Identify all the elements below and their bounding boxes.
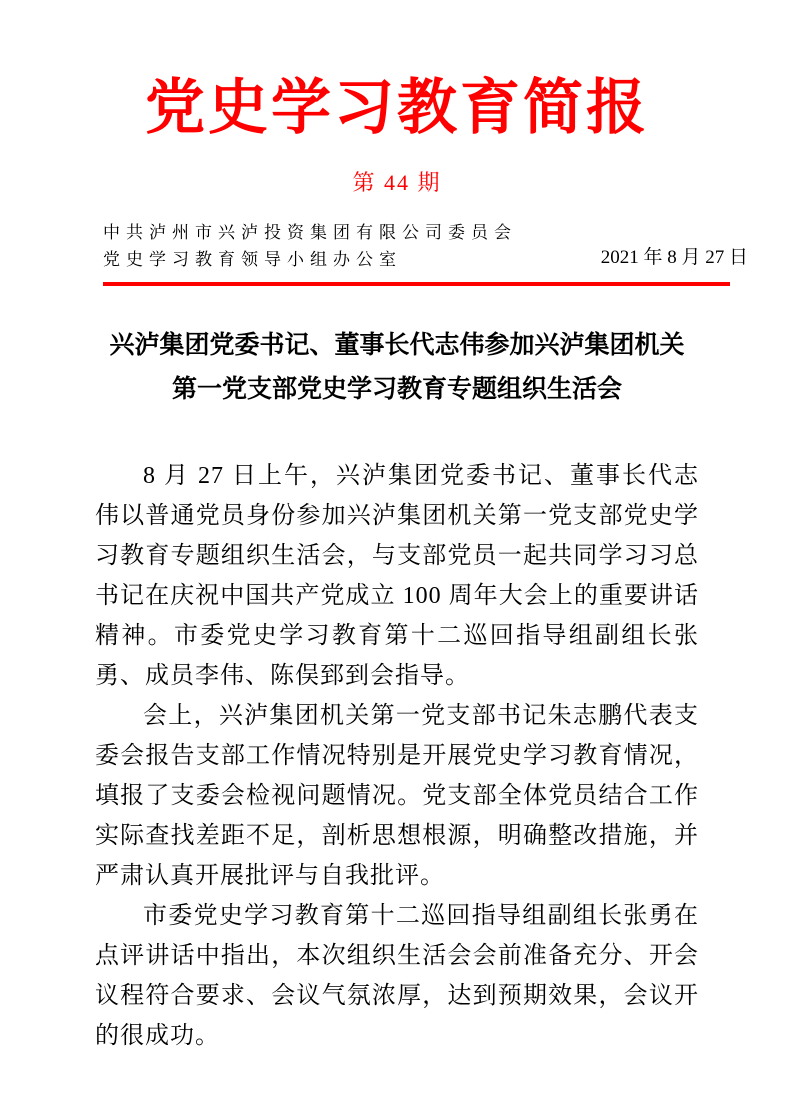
body-paragraph: 会上，兴泸集团机关第一党支部书记朱志鹏代表支委会报告支部工作情况特别是开展党史学习教育情况，填报了支委会检视问题情况。党支部全体党员结合工作实际查找差距不足，剖析思想根源，明确整改措施，并严肃认真开展批评与自我批评。 <box>95 703 699 889</box>
issue-number: 第 44 期 <box>352 170 442 195</box>
masthead-meta-row <box>103 219 770 273</box>
bulletin-title: 党史学习教育简报 <box>145 75 649 141</box>
article-heading-line-1: 兴泸集团党委书记、董事长代志伟参加兴泸集团机关 <box>109 332 685 359</box>
article-heading-line-2: 第一党支部党史学习教育专题组织生活会 <box>171 376 622 403</box>
body-paragraph: 市委党史学习教育第十二巡回指导组副组长张勇在点评讲话中指出，本次组织生活会会前准备充分、开会议程符合要求、会议气氛浓厚，达到预期效果，会议开的很成功。 <box>95 903 699 1049</box>
issue-date: 2021 年 8 月 27 日 <box>600 247 748 268</box>
body-paragraph: 8 月 27 日上午，兴泸集团党委书记、董事长代志伟以普通党员身份参加兴泸集团机关第一党支部党史学习教育专题组织生活会，与支部党员一起共同学习习总书记在庆祝中国共产党成立 100 周年大会上的重要讲话精神。市委党史学习教育第十二巡回指导组副组长张勇、成员李伟、陈俣郅到会指导。 <box>95 463 699 689</box>
red-divider-rule <box>103 282 730 286</box>
issuer-block <box>103 219 517 273</box>
issuer-line-2: 党史学习教育领导小组办公室 <box>103 250 402 269</box>
article-body <box>95 456 699 1056</box>
article-heading <box>0 324 794 412</box>
issuer-line-1: 中共泸州市兴泸投资集团有限公司委员会 <box>103 223 517 242</box>
